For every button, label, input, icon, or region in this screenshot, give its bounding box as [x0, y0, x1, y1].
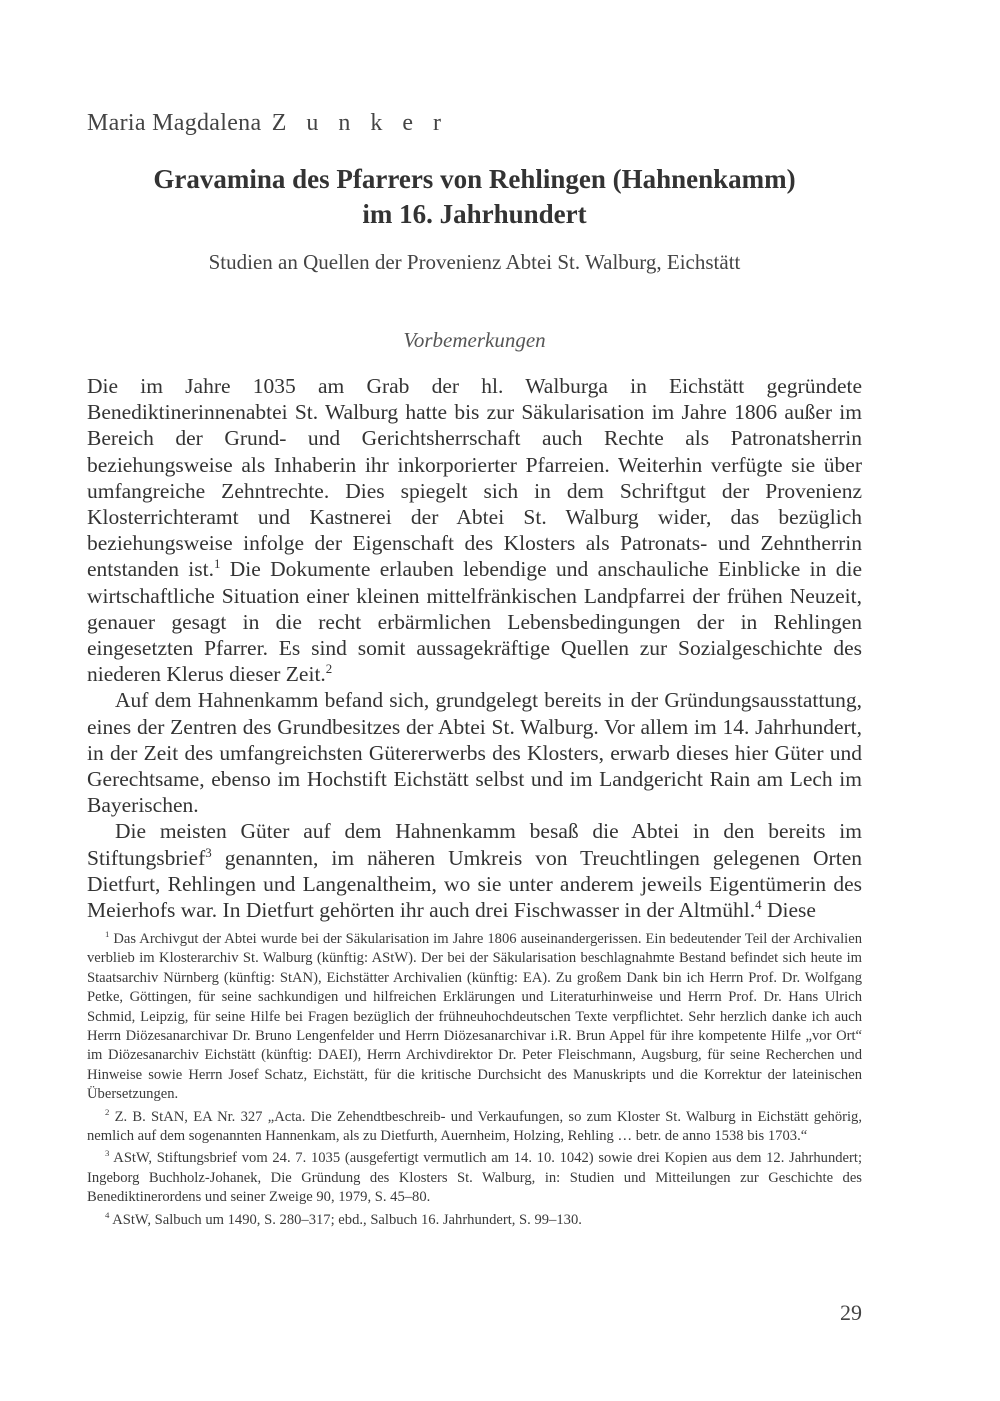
- footnote-reference: 2: [325, 662, 333, 677]
- footnote: [87, 930, 862, 1105]
- author-line: [87, 110, 448, 137]
- title-line-1: Gravamina des Pfarrers von Rehlingen (Hahnenkamm): [153, 164, 796, 194]
- footnote-reference: 1: [213, 557, 221, 572]
- paragraph-text: Die im Jahre 1035 am Grab der hl. Walburga in Eichstätt gegründete Benediktinerinnenabtei St. Walburg hatte bis zur Säkularisation im Jahre 1806 außer im Bereich der Grund- und Gerichtsherrschaft auch Rechte als Patronatsherrin beziehungsweise als Inhaberin ihr inkorporierter Pfarreien. Weiterhin verfügte sie über umfangreiche Zehntrechte. Dies spiegelt sich in dem Schriftgut der Provenienz Klosterrichteramt und Kastnerei der Abtei St. Walburg wider, das bezüglich beziehungsweise infolge der Eigenschaft des Klosters als Patronats- und Zehntherrin entstanden ist.: [87, 374, 862, 582]
- footnote-text: AStW, Salbuch um 1490, S. 280–317; ebd., Salbuch 16. Jahrhundert, S. 99–130.: [112, 1211, 582, 1228]
- paragraph-3: [87, 818, 862, 923]
- footnote-reference: 4: [755, 897, 762, 912]
- footnotes: [87, 930, 862, 1233]
- article-subtitle: Studien an Quellen der Provenienz Abtei St. Walburg, Eichstätt: [208, 250, 741, 274]
- body-text: [87, 373, 862, 923]
- footnote: [87, 1149, 862, 1207]
- paragraph-text: Diese: [761, 898, 816, 923]
- footnote-number: 4: [105, 1209, 110, 1220]
- title-line-2: im 16. Jahrhundert: [362, 199, 587, 229]
- footnote-number: 1: [105, 929, 110, 940]
- paragraph-text: Auf dem Hahnenkamm befand sich, grundgelegt bereits in der Gründungsausstattung, eines der Zentren des Grundbesitzes der Abtei St. Walburg. Vor allem im 14. Jahrhundert, in der Zeit des umfangreichsten Gütererwerbs des Klosters, erwarb dieses hier Güter und Gerechtsame, ebenso im Hochstift Eichstätt selbst und im Landgericht Rain am Lech im Bayerischen.: [87, 688, 862, 818]
- footnote-number: 3: [105, 1148, 110, 1159]
- footnote-text: Das Archivgut der Abtei wurde bei der Säkularisation im Jahre 1806 auseinandergerissen. Ein bedeutender Teil der Archivalien verblieb im Klosterarchiv St. Walburg (künftig: AStW). Der bei der Säkularisation beschlagnahmte Bestand befindet sich heute im Staatsarchiv Nürnberg (künftig: StAN), Eichstätter Archivalien (künftig: EA). Zu großem Dank bin ich Herrn Prof. Dr. Wolfgang Petke, Göttingen, für seine sachkundigen und hilfreichen Erklärungen und Literaturhinweise und Herrn Prof. Dr. Hans Ulrich Schmid, Leipzig, für seine Hilfe bei Fragen bezüglich der frühneuhochdeutschen Texte verpflichtet. Sehr herzlich danke ich auch Herrn Diözesanarchivar Dr. Bruno Lengenfelder und Herrn Diözesanarchivar i.R. Brun Appel für ihre kompetente Hilfe „vor Ort“ im Diözesanarchiv Eichstätt (künftig: DAEI), Herrn Archivdirektor Dr. Peter Fleischmann, Augsburg, für seine Recherchen und Hinweise sowie Herrn Josef Schatz, Eichstätt, für die kritische Durchsicht des Manuskripts und die Korrektur der lateinischen Übersetzungen.: [87, 931, 863, 1103]
- footnote-text: Z. B. StAN, EA Nr. 327 „Acta. Die Zehendtbeschreib- und Verkaufungen, so zum Kloster St. Walburg in Eichstätt gehörig, nemlich auf dem sogenannten Hannenkam, als zu Dietfurth, Auernheim, Holzing, Rehling … betr. de anno 1538 bis 1703.“: [87, 1108, 862, 1145]
- footnote: [87, 1211, 862, 1230]
- paragraph-1: [87, 373, 862, 687]
- page-number: 29: [840, 1300, 862, 1325]
- article-title: [87, 162, 862, 232]
- paragraph-text: Die Dokumente erlauben lebendige und anschauliche Einblicke in die wirtschaftliche Situation einer kleinen mittelfränkischen Landpfarrei der frühen Neuzeit, genauer gesagt in die recht erbärmlichen Lebensbedingungen der in Rehlingen eingesetzten Pfarrer. Es sind somit aussagekräftige Quellen zur Sozialgeschichte des niederen Klerus dieser Zeit.: [87, 557, 862, 687]
- footnote-number: 2: [105, 1106, 110, 1117]
- paragraph-text: genannten, im näheren Umkreis von Treuchtlingen gelegenen Orten Dietfurt, Rehlingen und Langenaltheim, wo sie unter anderem jeweils Eigentümerin des Meierhofs war. In Dietfurt gehörten ihr auch drei Fischwasser in der Altmühl.: [87, 845, 862, 923]
- author-last-name: Z u n k e r: [271, 110, 449, 136]
- footnote-text: AStW, Stiftungsbrief vom 24. 7. 1035 (ausgefertigt vermutlich am 14. 10. 1042) sowie drei Kopien aus dem 12. Jahrhundert; Ingeborg Buchholz-Johanek, Die Gründung des Klosters St. Walburg, in: Studien und Mitteilungen zur Geschichte des Benediktinerordens und seiner Zweige 90, 1979, S. 45–80.: [87, 1150, 863, 1206]
- paragraph-2: [87, 687, 862, 818]
- footnote-reference: 3: [205, 845, 212, 860]
- section-heading: Vorbemerkungen: [403, 328, 546, 352]
- footnote: [87, 1108, 862, 1147]
- author-first-name: Maria Magdalena: [87, 110, 262, 136]
- paragraph-text: Die meisten Güter auf dem Hahnenkamm besaß die Abtei in den bereits im Stiftungsbrief: [87, 819, 862, 870]
